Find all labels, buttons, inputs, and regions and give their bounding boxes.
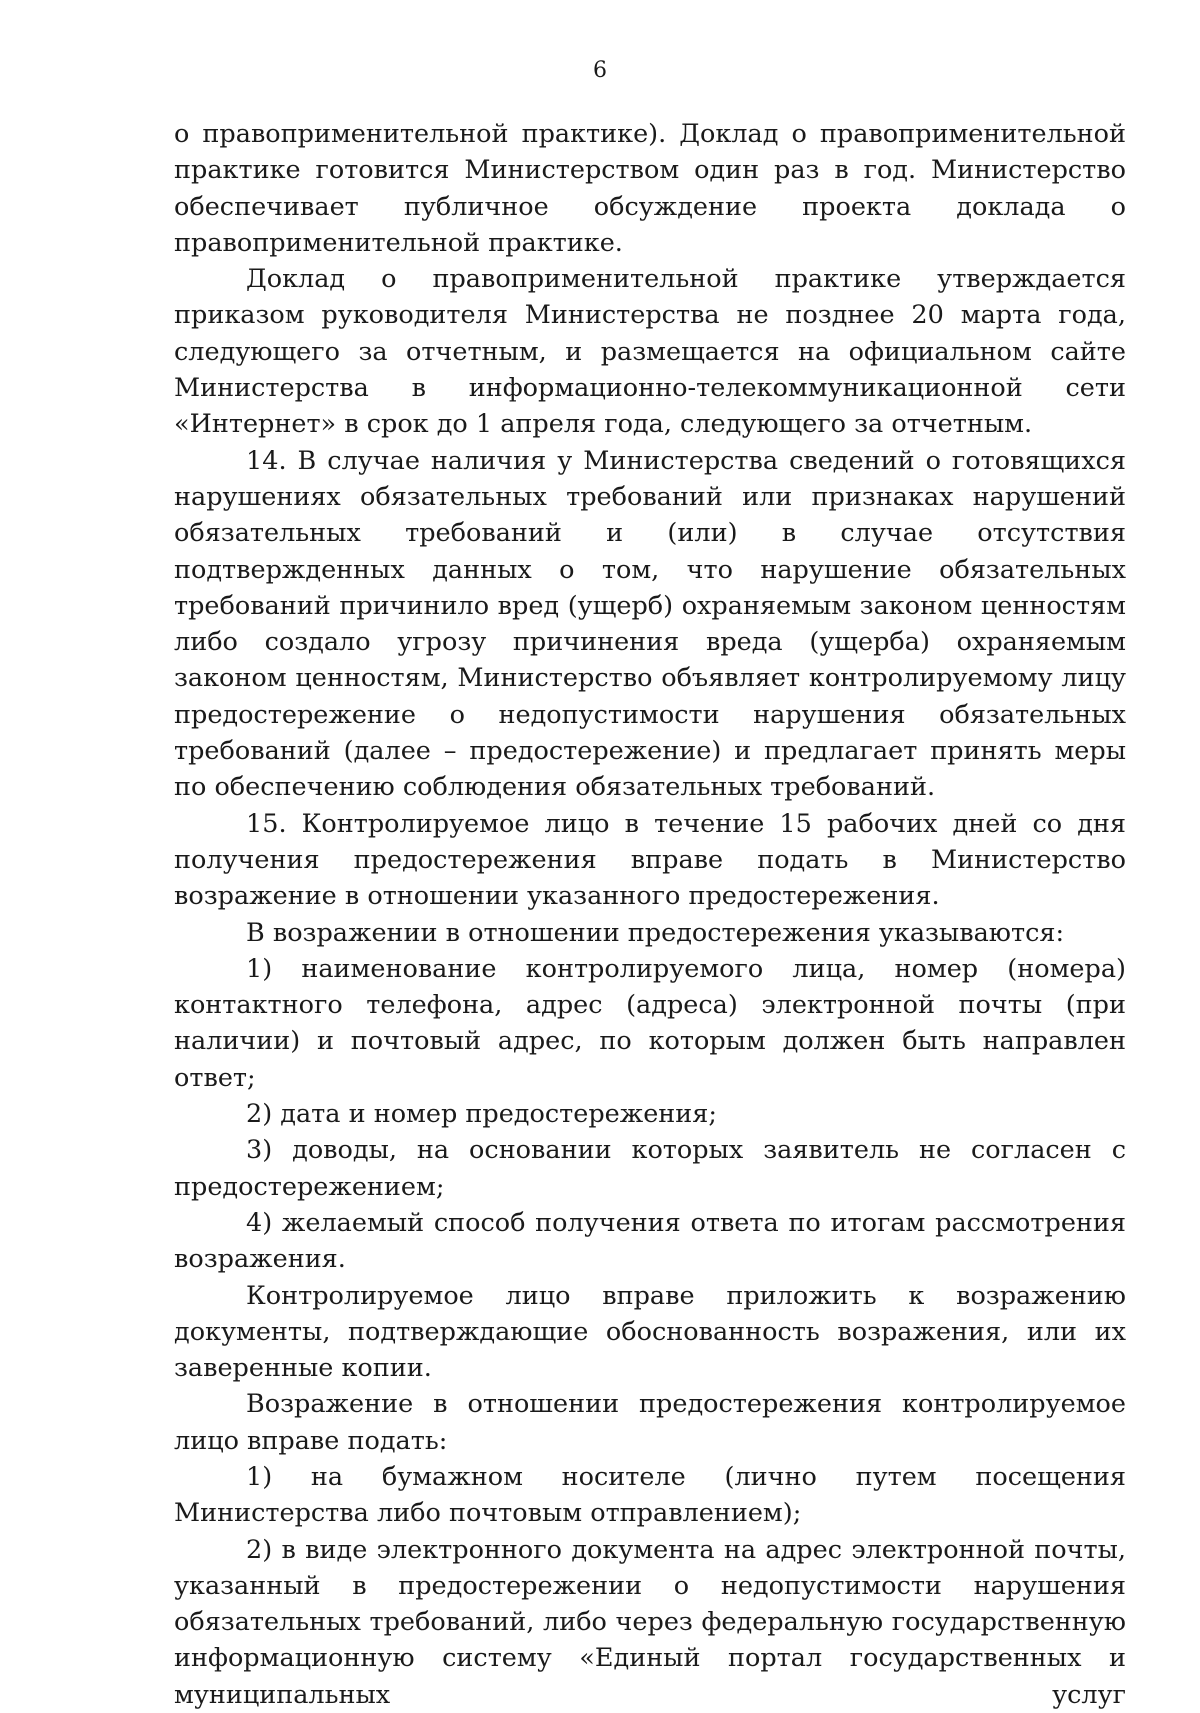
paragraph: 1) на бумажном носителе (лично путем посещения Министерства либо почтовым отправлением); — [174, 1461, 1126, 1529]
document-body — [174, 116, 1126, 1713]
paragraph: Доклад о правоприменительной практике утверждается приказом руководителя Министерства не позднее 20 марта года, следующего за отчетным, и размещается на официальном сайте Министерства в информационно-телекоммуникационной сети «Интернет» в срок до 1 апреля года, следующего за отчетным. — [174, 264, 1126, 440]
paragraph: В возражении в отношении предостережения указываются: — [246, 917, 1065, 948]
paragraph: Возражение в отношении предостережения контролируемое лицо вправе подать: — [174, 1389, 1126, 1456]
paragraph: Контролируемое лицо вправе приложить к возражению документы, подтверждающие обоснованность возражения, или их заверенные копии. — [174, 1280, 1126, 1384]
paragraph: 3) доводы, на основании которых заявитель не согласен с предостережением; — [174, 1135, 1126, 1202]
paragraph: 15. Контролируемое лицо в течение 15 рабочих дней со дня получения предостережения вправе подать в Министерство возражение в отношении указанного предостережения. — [174, 808, 1126, 912]
paragraph: 1) наименование контролируемого лица, номер (номера) контактного телефона, адрес (адреса) электронной почты (при наличии) и почтовый адрес, по которым должен быть направлен ответ; — [174, 953, 1126, 1093]
page-number: 6 — [593, 58, 607, 83]
paragraph: 4) желаемый способ получения ответа по итогам рассмотрения возражения. — [174, 1207, 1126, 1275]
paragraph: о правоприменительной практике). Доклад о правоприменительной практике готовится Министерством один раз в год. Министерство обеспечивает публичное обсуждение проекта доклада о правоприменительной практике. — [174, 119, 1126, 258]
paragraph: 2) дата и номер предостережения; — [246, 1099, 717, 1130]
paragraph: 2) в виде электронного документа на адрес электронной почты, указанный в предостережении о недопустимости нарушения обязательных требований, либо через федеральную государственную информационную систему «Единый портал государственных и муниципальных услуг — [174, 1534, 1126, 1710]
paragraph: 14. В случае наличия у Министерства сведений о готовящихся нарушениях обязательных требований или признаках нарушений обязательных требований и (или) в случае отсутствия подтвержденных данных о том, что нарушение обязательных требований причинило вред (ущерб) охраняемым законом ценностям либо создало угрозу причинения вреда (ущерба) охраняемым законом ценностям, Министерство объявляет контролируемому лицу предостережение о недопустимости нарушения обязательных требований (далее – предостережение) и предлагает принять меры по обеспечению соблюдения обязательных требований. — [174, 445, 1126, 803]
